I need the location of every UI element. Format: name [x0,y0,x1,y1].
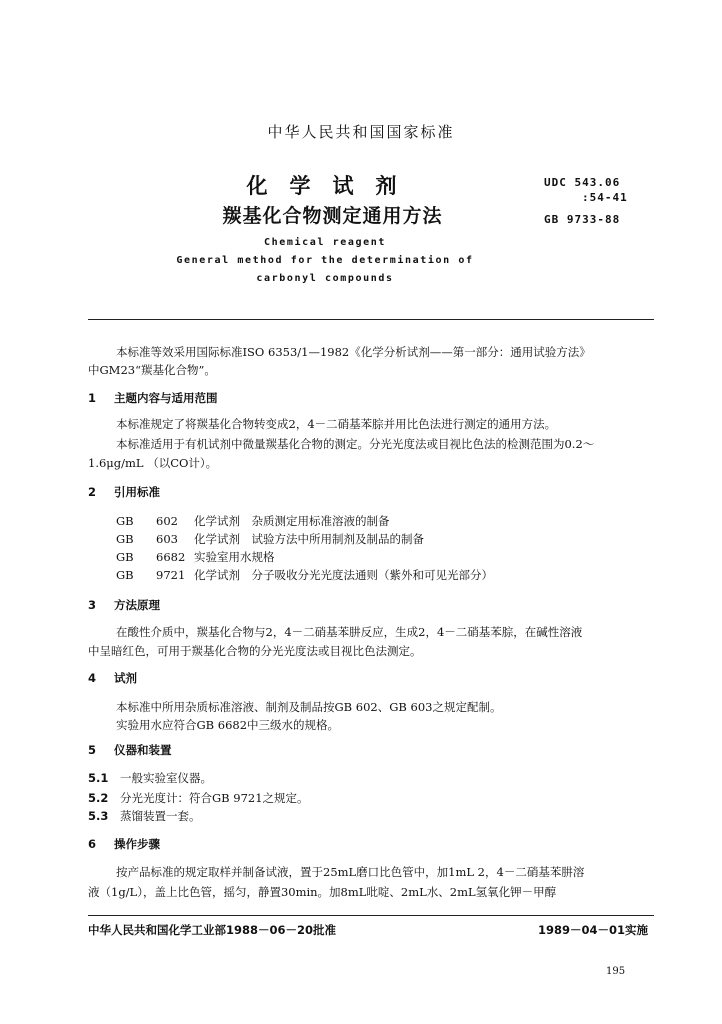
section-number: 4 [88,671,97,685]
reference-text: 化学试剂 试验方法中所用制剂及制品的制备 [194,532,424,546]
section-number: 3 [88,598,97,612]
reference-item [116,513,390,529]
section-heading-3 [88,597,160,613]
reference-number: 9721 [156,568,186,582]
approval-statement: 中华人民共和国化学工业部1988－06－20批准 [88,923,337,937]
paragraph: 在酸性介质中，羰基化合物与2，4－二硝基苯肼反应，生成2，4－二硝基苯腙，在碱性溶液 [116,625,583,639]
udc-code: UDC 543.06 [544,176,621,189]
section-title: 主题内容与适用范围 [114,391,218,405]
item-number: 5.1 [88,771,109,785]
paragraph-continuation: 中呈暗红色，可用于羰基化合物的分光光度法或目视比色法测定。 [88,644,422,658]
section-title: 仪器和装置 [114,743,172,757]
section-heading-5 [88,742,172,758]
gb-code: GB 9733-88 [544,213,621,226]
reference-item [116,567,493,583]
item-number: 5.3 [88,809,109,823]
reference-code: GB [116,532,134,546]
english-title-line-1: Chemical reagent [264,237,386,248]
section-title: 操作步骤 [114,837,160,851]
english-title-line-3: carbonyl compounds [256,273,394,284]
reference-number: 6682 [156,550,186,564]
list-item [88,790,309,806]
reference-code: GB [116,550,134,564]
reference-text: 实验室用水规格 [194,550,275,564]
section-title: 方法原理 [114,598,160,612]
section-number: 1 [88,391,97,405]
paragraph-continuation: 1.6μg/mL （以CO计）。 [88,456,218,470]
item-text: 蒸馏装置一套。 [120,809,201,823]
standard-title: 中华人民共和国国家标准 [267,123,455,141]
section-heading-4 [88,670,137,686]
reference-code: GB [116,514,134,528]
paragraph: 按产品标准的规定取样并制备试液，置于25mL磨口比色管中，加1mL 2，4－二硝基苯肼溶 [116,865,585,879]
list-item [88,808,201,824]
reference-item [116,531,424,547]
item-text: 分光光度计：符合GB 9721之规定。 [120,791,309,805]
paragraph: 实验用水应符合GB 6682中三级水的规格。 [116,718,340,732]
paragraph: 本标准规定了将羰基化合物转变成2，4－二硝基苯腙并用比色法进行测定的通用方法。 [116,417,557,431]
item-text: 一般实验室仪器。 [120,771,212,785]
section-heading-1 [88,390,218,406]
section-number: 5 [88,743,97,757]
intro-line-1: 本标准等效采用国际标准ISO 6353/1—1982《化学分析试剂——第一部分：通用试验方法》 [116,345,591,359]
implementation-date: 1989－04－01实施 [538,923,649,937]
english-title-line-2: General method for the determination of [176,255,474,266]
reference-code: GB [116,568,134,582]
section-number: 2 [88,485,97,499]
reference-number: 602 [156,514,178,528]
intro-line-2: 中GM23“羰基化合物”。 [88,363,216,377]
section-title: 试剂 [114,671,137,685]
section-heading-2 [88,484,160,500]
document-subtitle: 羰基化合物测定通用方法 [222,205,443,227]
page-number: 195 [606,966,626,977]
section-number: 6 [88,837,97,851]
paragraph: 本标准中所用杂质标准溶液、制剂及制品按GB 602、GB 603之规定配制。 [116,700,502,714]
footer-rule [88,915,654,916]
reference-text: 化学试剂 杂质测定用标准溶液的制备 [194,514,390,528]
reference-item [116,549,275,565]
reference-number: 603 [156,532,178,546]
paragraph-continuation: 液（1g/L），盖上比色管，摇匀，静置30min。加8mL吡啶、2mL水、2mL氢氧化钾－甲醇 [88,885,557,899]
document-title: 化学试剂 [246,173,419,198]
section-heading-6 [88,836,160,852]
section-title: 引用标准 [114,485,160,499]
paragraph: 本标准适用于有机试剂中微量羰基化合物的测定。分光光度法或目视比色法的检测范围为0.2～ [116,437,595,451]
reference-text: 化学试剂 分子吸收分光光度法通则（紫外和可见光部分） [194,568,493,582]
header-rule [88,319,654,320]
item-number: 5.2 [88,791,109,805]
udc-code-suffix: :54-41 [582,191,628,204]
list-item [88,770,212,786]
